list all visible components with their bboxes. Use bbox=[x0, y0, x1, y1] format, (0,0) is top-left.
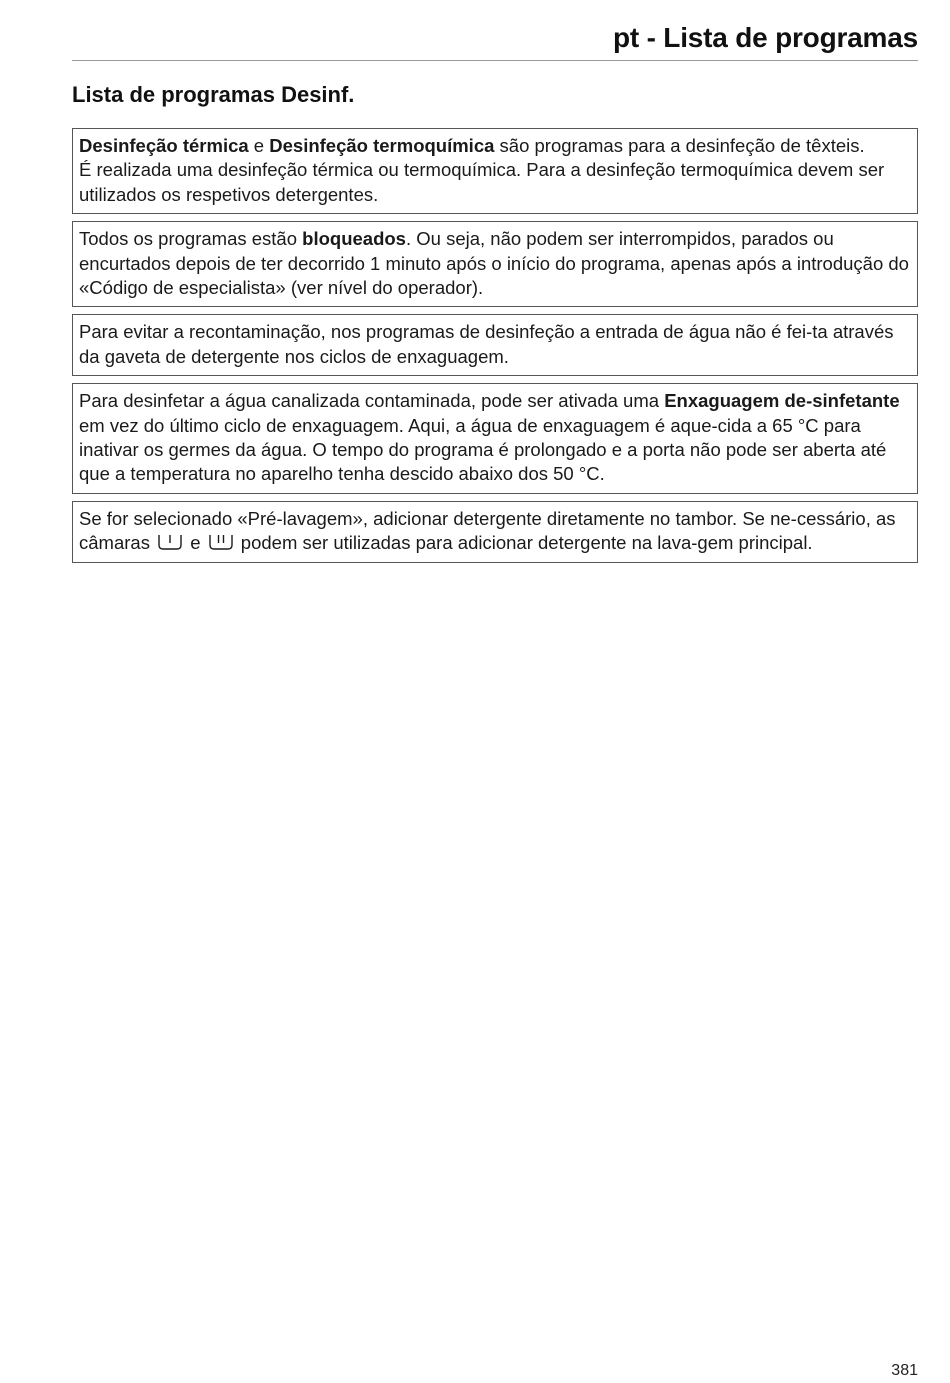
text: . Ou seja, não podem ser interrompidos, parados ou encurtados depois de ter decorrido 1 minuto após o início do programa, apenas após a introdução do «Código de especialista» (ver nível do operador). bbox=[79, 228, 909, 299]
text: Todos os programas estão bbox=[79, 228, 303, 250]
page-header bbox=[72, 18, 918, 61]
page-number: 381 bbox=[891, 1362, 918, 1379]
info-box-locked-programs bbox=[72, 221, 918, 307]
info-box-recontamination bbox=[72, 314, 918, 376]
info-box-disinfection-types bbox=[72, 128, 918, 214]
info-box-prewash bbox=[72, 501, 918, 563]
compartment-i-icon bbox=[157, 533, 183, 551]
compartment-ii-icon bbox=[208, 533, 234, 551]
bold-term: Desinfeção termoquímica bbox=[269, 135, 495, 156]
text: e bbox=[185, 532, 206, 554]
bold-term: Enxaguagem de-sinfetante bbox=[664, 390, 900, 412]
text: Se for selecionado «Pré-lavagem», adicionar detergente diretamente no tambor. Se ne-cessário, as câmaras bbox=[79, 507, 896, 554]
bold-term: Desinfeção térmica bbox=[79, 135, 249, 156]
text: É realizada uma desinfeção térmica ou termoquímica. Para a desinfeção termoquímica devem ser utilizados os respetivos detergentes. bbox=[79, 159, 885, 205]
info-boxes bbox=[72, 128, 918, 570]
section-title: Lista de programas Desinf. bbox=[72, 82, 355, 107]
text: em vez do último ciclo de enxaguagem. Aqui, a água de enxaguagem é aque-cida a 65 °C para inativar os germes da água. O tempo do programa é prolongado e a porta não pode ser aberta até que a temperatura no aparelho tenha descido abaixo dos 50 °C. bbox=[79, 414, 887, 485]
text: Para evitar a recontaminação, nos programas de desinfeção a entrada de água não é fei-ta através da gaveta de detergente nos ciclos de enxaguagem. bbox=[79, 321, 894, 367]
text: e bbox=[248, 135, 270, 156]
info-box-disinfecting-rinse bbox=[72, 383, 918, 494]
header-title: pt - Lista de programas bbox=[612, 22, 918, 53]
text: podem ser utilizadas para adicionar detergente na lava-gem principal. bbox=[235, 532, 813, 554]
text: Para desinfetar a água canalizada contaminada, pode ser ativada uma bbox=[79, 390, 665, 412]
text: são programas para a desinfeção de têxteis. bbox=[494, 135, 865, 156]
bold-term: bloqueados bbox=[302, 228, 406, 250]
